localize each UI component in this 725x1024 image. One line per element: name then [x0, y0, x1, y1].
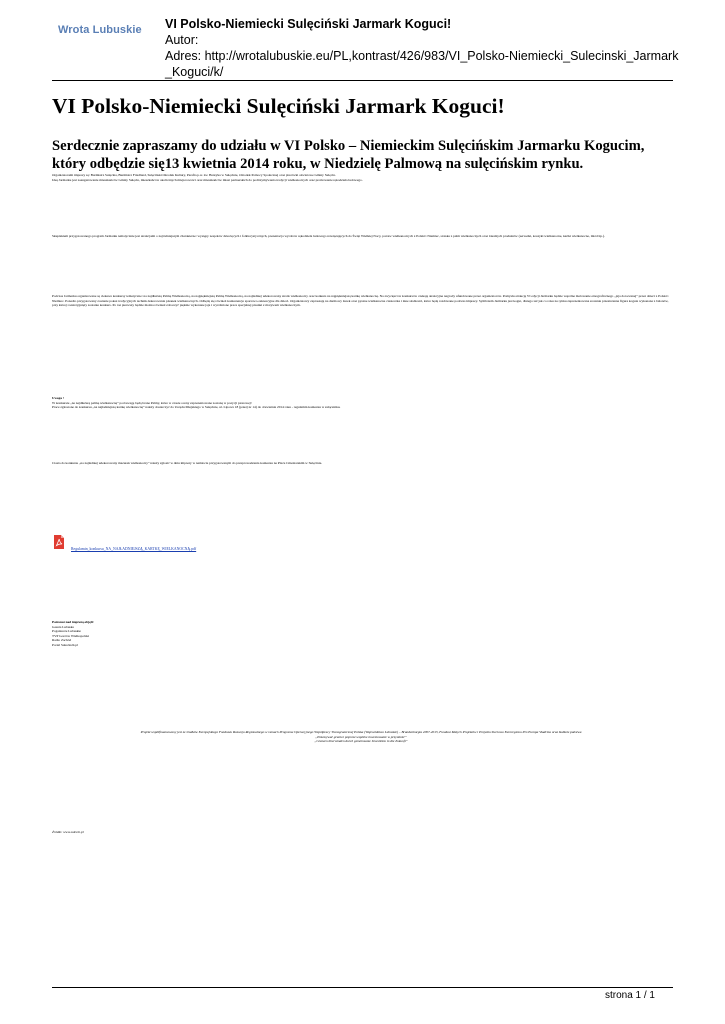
- patron-item: Gazeta Lubuska: [52, 624, 74, 629]
- page-number: strona 1 / 1: [604, 990, 655, 1001]
- patron-item: TVP Gorzów Wielkopolski: [52, 633, 89, 638]
- paragraph-program: Skupiskiem przygotowanego program Jarmarku tematycznie jest atrakcjami o najróżniejszym charakterze: występy zespołów dziecięcych i folklorystycznych, prezentacja wyrobów rękodzieła ludowego nawiązujących do Świąt Wielkiej Nocy, potraw wielkanocnych z Polski i Niemiec, stoiska z palm wielkanocnych oraz lokalnych produktów (serwetki, koszyki wielkanocne, kartki wielkanocne, miód itp.).: [52, 234, 605, 238]
- print-header: [165, 16, 685, 80]
- funding-line: Projekt współfinansowany jest ze środków Europejskiego Funduszu Rozwoju Regionalnego w ramach Programu Operacyjnego Współpracy Transgranicznej Polska (Województwo Lubuskie) – Brandenburgia 2007-2013, Fundusz Małych Projektów i Projektu Sieciowo Euroregionu Pro Europa Viadrina oraz budżetu państwa: [140, 730, 582, 734]
- header-address[interactable]: Adres: http://wrotalubuskie.eu/PL,kontrast/426/983/VI_Polsko-Niemiecki_Sulecinski_Jarmark_Koguci/k/: [165, 49, 679, 79]
- note-block: [52, 396, 670, 410]
- footer-divider: [52, 987, 673, 988]
- note-title: Uwaga !: [52, 396, 64, 400]
- patrons-block: [52, 620, 670, 648]
- pdf-file-icon[interactable]: [53, 535, 65, 549]
- header-divider: [52, 80, 673, 81]
- article-paragraph: [52, 173, 670, 182]
- funding-line: „Grenzen überwinden durch gemeinsame Investition in die Zukunft”: [314, 739, 408, 744]
- paragraph-organizers: Organizatorami imprezy są: Burmistrz Sulęcina, Burmistrz Friedland, Sulęciński Ośrodek Kultury, Parafia p.w. św. Henryka w Sulęcinie, Ośrodek Pomocy Społecznej oraz placówki oświatowe Gminy Sulęcin.: [52, 173, 336, 177]
- patrons-title: Patronat nad imprezą objęli:: [52, 620, 94, 624]
- patron-item: Poganiacze Lubuskie: [52, 629, 81, 634]
- note-line: Prace zgłoszone do konkursu „na najładniejszą kartkę wielkanocną” należy dostarczyć do Urzędu Miejskiego w Sulęcinie, ul. Lipowa 18 (pokój nr 14) do 4 kwietnia 2014 roku - regulamin konkursu w załączniku.: [52, 405, 341, 410]
- paragraph-contests: Podczas Jarmarku organizowane są ciekawe konkursy tematyczne: na najdłuższą Palmę Wielkanocną, na najpiękniejszą Palmę Wielkanocną, na najładniej udekorowany stroik wielkanocny oraz konkurs na najpiękniejszą kartkę wielkanocną. Na zwycięzców konkursów czekają atrakcyjne nagrody ufundowane przez organizatorów. Pomysłu atrakcją VI edycji Jarmarku będzie wspólne malowanie etnograficznego „jaja doroczanej” przez dzieci z Polski i Niemiec. Ponadto przygotowany zostanie pokaz tradycyjnych technik dekorowania pisanek wielkanocnych. Odbędą się również konkurencje sportowo-rekreacyjne dla dzieci. Organizatorzy zapraszają na darmowy żurek oraz pyszne wielkanocne ciasteczka i inne słodkości, które będą rozdawane podczas imprezy. Symbolem Jarmarku jest kogut, dlatego też jak co roku na rynku zaprezentowana zostanie przestrzenna figura koguta wykonana z balonów, przy której rozstrzygnięty zostanie konkurs. Po raz pierwszy będzie można również zobaczyć pięknie wykonane jaja i wyróżnione prace specjalnej pisanki z motywem wielkanocnym.: [52, 294, 669, 308]
- header-title: VI Polsko-Niemiecki Sulęciński Jarmark Koguci!: [165, 17, 452, 31]
- paragraph-idea: Ideą Jarmarku jest zaangażowanie mieszkańców Gminy Sulęcin, mieszkańców okolicznych miejscowości oraz mieszkańców miast partnerskich do podtrzymywania tradycji wielkanocnych oraz promowanie rękodzieła ludowego.: [52, 177, 363, 182]
- source-line: Źródło: www.sulecin.pl: [52, 830, 84, 834]
- note-line: W konkursie „na najdłuższą palmę wielkanocną” pod uwagę będą brane Palmy, które w czasie oceny zaprezentowane zostaną w pozycji pionowej!: [52, 400, 252, 405]
- article-lead: Serdecznie zapraszamy do udziału w VI Polsko – Niemieckim Sulęcińskim Jarmarku Kogucim, który odbędzie się13 kwietnia 2014 roku, w Niedzielę Palmową na sulęcińskim rynku.: [52, 138, 645, 172]
- patron-item: Portal Sulecin24.pl: [52, 642, 78, 647]
- site-logo[interactable]: Wrota Lubuskie: [58, 24, 142, 36]
- funding-line: „Pokonywać granice poprzez wspólne inwestowanie w przyszłość”: [315, 734, 407, 739]
- pdf-attachment-link[interactable]: Regulamin_konkursu_NA_NAJŁADNIEJSZĄ_KARTKĘ_WIELKANOCNĄ.pdf: [71, 547, 197, 551]
- paragraph-cakes: Ciasta do konkursu „na najładniej udekorowany mazurek wielkanocny” należy zgłosić w dniu imprezy w namiocie przygotowanym do przeprowadzenia konkursu na Placu Cmentarskim w Sulęcinie.: [52, 461, 323, 465]
- patron-item: Radio Zachód: [52, 638, 72, 643]
- article-title: VI Polsko-Niemiecki Sulęciński Jarmark Koguci!: [52, 94, 505, 118]
- header-author: Autor:: [165, 33, 199, 47]
- funding-note: [52, 730, 670, 744]
